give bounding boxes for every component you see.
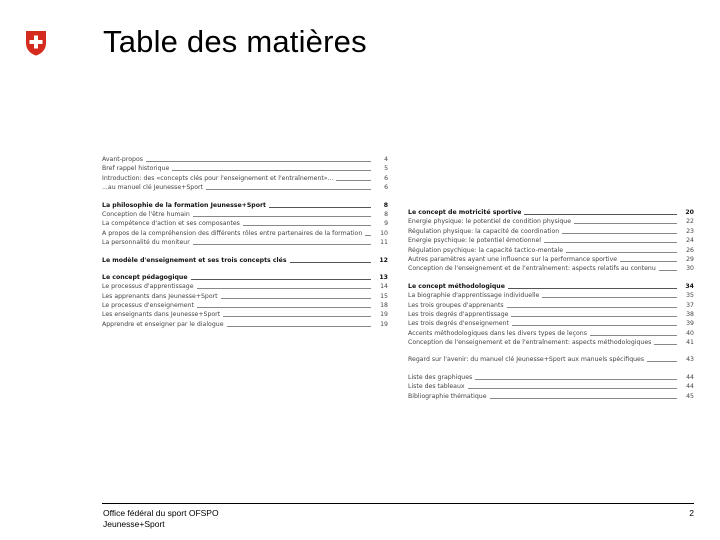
- toc-spacer: [102, 265, 388, 273]
- toc-entry[interactable]: [102, 164, 388, 173]
- toc-entry[interactable]: [408, 319, 694, 328]
- toc-entry-page: 20: [685, 208, 694, 216]
- toc-entry-page: 11: [380, 239, 388, 247]
- toc-leader-line: [475, 379, 677, 380]
- toc-entry-page: 24: [686, 237, 694, 245]
- toc-entry-page: 41: [686, 339, 694, 347]
- toc-entry[interactable]: [408, 355, 694, 364]
- toc-leader-line: [269, 207, 371, 208]
- toc-leader-line: [544, 242, 677, 243]
- toc-leader-line: [290, 262, 371, 263]
- toc-spacer: [102, 248, 388, 256]
- toc-entry-page: 14: [380, 283, 388, 291]
- toc-leader-line: [197, 307, 371, 308]
- footer-org-name: Office fédéral du sport OFSPO: [103, 508, 219, 518]
- toc-entry-page: 22: [686, 218, 694, 226]
- toc-entry-page: 9: [384, 220, 388, 228]
- toc-leader-line: [542, 297, 677, 298]
- toc-entry-title: Introduction: des «concepts clés pour l'enseignement et l'entraînement»...: [102, 174, 334, 182]
- toc-entry-page: 40: [686, 329, 694, 337]
- toc-leader-line: [647, 361, 677, 362]
- toc-entry-page: 26: [686, 246, 694, 254]
- toc-entry-title: Bref rappel historique: [102, 165, 170, 173]
- toc-entry[interactable]: [408, 291, 694, 300]
- toc-leader-line: [490, 398, 678, 399]
- toc-right-column: [408, 208, 694, 401]
- footer-organization: [103, 508, 219, 530]
- toc-entry-page: 10: [380, 229, 388, 237]
- toc-entry[interactable]: [408, 382, 694, 391]
- toc-entry-title: Les enseignants dans Jeunesse+Sport: [102, 311, 221, 319]
- toc-entry-page: 43: [686, 356, 694, 364]
- toc-entry-title: Energie psychique: le potentiel émotionnel: [408, 237, 541, 245]
- toc-entry-page: 45: [686, 392, 694, 400]
- toc-entry[interactable]: [102, 229, 388, 238]
- toc-entry-page: 6: [384, 174, 388, 182]
- toc-entry-page: 18: [380, 302, 388, 310]
- toc-entry-page: 35: [686, 292, 694, 300]
- toc-entry-title: Régulation psychique: la capacité tactico-mentale: [408, 246, 564, 254]
- toc-leader-line: [524, 214, 677, 215]
- toc-entry-title: Le concept pédagogique: [102, 273, 188, 281]
- toc-entry[interactable]: [408, 264, 694, 273]
- toc-entry[interactable]: [408, 236, 694, 245]
- toc-spacer: [102, 193, 388, 201]
- toc-entry-page: 29: [686, 255, 694, 263]
- toc-entry-title: La compétence d'action et ses composantes: [102, 220, 240, 228]
- toc-entry-title: Avant-propos: [102, 155, 143, 163]
- toc-entry[interactable]: [102, 282, 388, 291]
- toc-entry-page: 5: [384, 165, 388, 173]
- toc-entry-page: 44: [686, 373, 694, 381]
- toc-leader-line: [227, 326, 372, 327]
- toc-section-heading[interactable]: [102, 201, 388, 210]
- toc-leader-line: [193, 216, 371, 217]
- toc-leader-line: [197, 288, 371, 289]
- toc-entry-title: La philosophie de la formation Jeunesse+Sport: [102, 201, 266, 209]
- toc-entry-title: Le processus d'apprentissage: [102, 283, 194, 291]
- toc-entry-page: 8: [384, 210, 388, 218]
- toc-entry-title: Le concept méthodologique: [408, 282, 505, 290]
- toc-leader-line: [507, 307, 677, 308]
- toc-entry-title: A propos de la compréhension des différents rôles entre partenaires de la formation: [102, 229, 362, 237]
- toc-entry-title: La biographie d'apprentissage individuelle: [408, 292, 540, 300]
- toc-leader-line: [221, 298, 371, 299]
- toc-entry-page: 19: [380, 320, 388, 328]
- toc-entry-page: 12: [379, 256, 388, 264]
- toc-entry-title: Regard sur l'avenir: du manuel clé Jeunesse+Sport aux manuels spécifiques: [408, 356, 645, 364]
- toc-entry-title: Bibliographie thématique: [408, 392, 487, 400]
- toc-section-heading[interactable]: [408, 208, 694, 217]
- toc-entry-title: Conception de l'être humain: [102, 210, 190, 218]
- toc-leader-line: [566, 252, 677, 253]
- toc-entry[interactable]: [102, 238, 388, 247]
- toc-leader-line: [511, 316, 677, 317]
- toc-leader-line: [562, 233, 677, 234]
- toc-entry-title: Energie physique: le potentiel de condition physique: [408, 218, 572, 226]
- toc-entry-page: 38: [686, 310, 694, 318]
- toc-entry[interactable]: [408, 227, 694, 236]
- toc-leader-line: [620, 261, 677, 262]
- toc-entry[interactable]: [102, 183, 388, 192]
- toc-entry-title: Le concept de motricité sportive: [408, 208, 522, 216]
- toc-entry-title: Liste des graphiques: [408, 373, 473, 381]
- toc-entry-title: Conception de l'enseignement et de l'entraînement: aspects relatifs au contenu: [408, 265, 656, 273]
- toc-entry-title: La personnalité du moniteur: [102, 239, 190, 247]
- toc-spacer: [408, 347, 694, 355]
- toc-leader-line: [468, 388, 677, 389]
- toc-entry-title: Les apprenants dans Jeunesse+Sport: [102, 292, 218, 300]
- toc-entry-title: Les trois degrés d'apprentissage: [408, 310, 509, 318]
- toc-leader-line: [512, 325, 677, 326]
- toc-entry-page: 39: [686, 320, 694, 328]
- toc-entry[interactable]: [102, 210, 388, 219]
- toc-entry-page: 44: [686, 383, 694, 391]
- toc-entry[interactable]: [102, 320, 388, 329]
- toc-entry[interactable]: [408, 338, 694, 347]
- toc-entry-page: 30: [686, 265, 694, 273]
- toc-entry-page: 15: [380, 292, 388, 300]
- toc-leader-line: [654, 344, 677, 345]
- toc-spacer: [408, 365, 694, 373]
- toc-entry-title: Autres paramètres ayant une influence sur la performance sportive: [408, 255, 618, 263]
- toc-entry-page: 34: [685, 282, 694, 290]
- toc-entry[interactable]: [102, 174, 388, 183]
- page-title: Table des matières: [103, 24, 367, 59]
- toc-entry-title: Apprendre et enseigner par le dialogue: [102, 320, 224, 328]
- toc-leader-line: [243, 225, 371, 226]
- footer-divider: [102, 503, 694, 504]
- toc-entry[interactable]: [408, 255, 694, 264]
- toc-section-heading[interactable]: [408, 282, 694, 291]
- toc-entry[interactable]: [102, 155, 388, 164]
- toc-entry-page: 19: [380, 311, 388, 319]
- toc-leader-line: [172, 170, 371, 171]
- toc-leader-line: [191, 279, 371, 280]
- toc-entry[interactable]: [102, 310, 388, 319]
- toc-entry[interactable]: [408, 301, 694, 310]
- toc-entry-title: Le processus d'enseignement: [102, 302, 194, 310]
- page-number: 2: [689, 508, 694, 518]
- toc-entry-title: Accents méthodologiques dans les divers types de leçons: [408, 329, 587, 337]
- toc-leader-line: [223, 316, 371, 317]
- toc-section-heading[interactable]: [102, 256, 388, 265]
- toc-entry-page: 4: [384, 155, 388, 163]
- toc-entry-title: ...au manuel clé Jeunesse+Sport: [102, 184, 203, 192]
- toc-leader-line: [146, 161, 371, 162]
- toc-leader-line: [206, 189, 371, 190]
- toc-entry-title: Régulation physique: la capacité de coordination: [408, 227, 560, 235]
- toc-entry-page: 8: [383, 201, 388, 209]
- toc-entry[interactable]: [408, 392, 694, 401]
- toc-leader-line: [365, 235, 371, 236]
- toc-entry[interactable]: [408, 310, 694, 319]
- toc-entry-title: Conception de l'enseignement et de l'entraînement: aspects méthodologiques: [408, 339, 652, 347]
- toc-leader-line: [590, 335, 677, 336]
- toc-entry-page: 37: [686, 301, 694, 309]
- toc-entry-page: 6: [384, 184, 388, 192]
- swiss-cross-icon: [24, 30, 48, 56]
- toc-leader-line: [659, 270, 677, 271]
- toc-entry-title: Les trois degrés d'enseignement: [408, 320, 509, 328]
- toc-entry[interactable]: [408, 246, 694, 255]
- toc-leader-line: [193, 244, 371, 245]
- toc-entry-page: 13: [379, 273, 388, 281]
- toc-entry-title: Les trois groupes d'apprenants: [408, 301, 504, 309]
- toc-entry[interactable]: [408, 329, 694, 338]
- toc-leader-line: [508, 288, 677, 289]
- toc-entry-title: Liste des tableaux: [408, 383, 465, 391]
- toc-entry[interactable]: [408, 373, 694, 382]
- toc-left-column: [102, 155, 388, 329]
- toc-entry[interactable]: [408, 217, 694, 226]
- toc-entry-page: 23: [686, 227, 694, 235]
- footer-program-name: Jeunesse+Sport: [103, 519, 165, 529]
- toc-leader-line: [574, 223, 677, 224]
- toc-entry[interactable]: [102, 219, 388, 228]
- toc-entry[interactable]: [102, 301, 388, 310]
- toc-entry[interactable]: [102, 292, 388, 301]
- toc-section-heading[interactable]: [102, 273, 388, 282]
- toc-entry-title: Le modèle d'enseignement et ses trois concepts clés: [102, 256, 287, 264]
- toc-spacer: [408, 274, 694, 282]
- toc-leader-line: [336, 180, 371, 181]
